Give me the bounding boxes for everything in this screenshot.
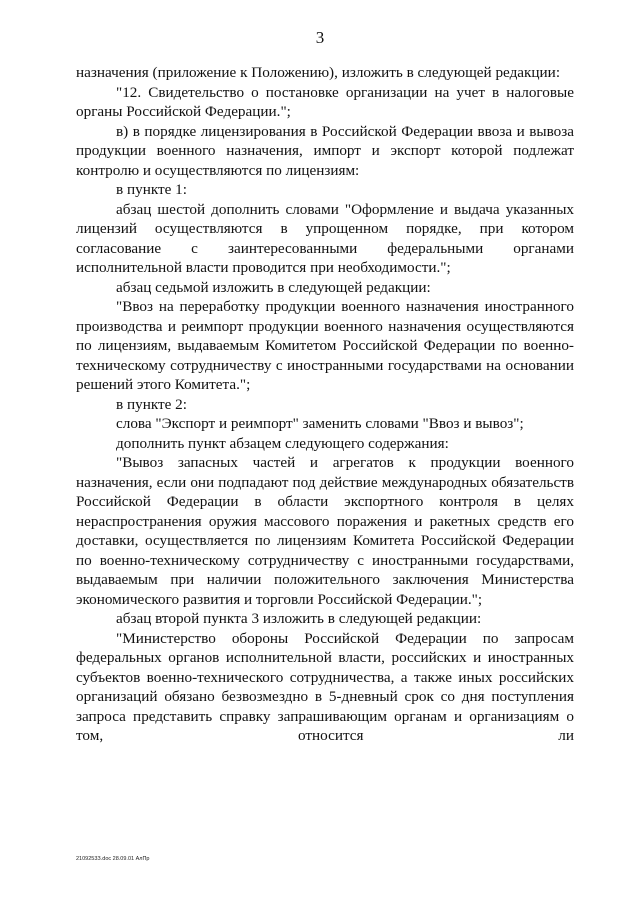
page-number: 3 (315, 28, 325, 47)
document-body (76, 63, 574, 746)
paragraph: слова "Экспорт и реимпорт" заменить словами "Ввоз и вывоз"; (116, 415, 524, 432)
paragraph: абзац седьмой изложить в следующей редакции: (116, 278, 431, 296)
paragraph: в пункте 2: (116, 395, 187, 413)
paragraph: "Вывоз запасных частей и агрегатов к продукции военного назначения, если они подпадают под действие международных обязательств Российской Федерации в области экспортного контроля в целях нераспространения оружия массового поражения и ракетных средств его доставки, осуществляется по лицензиям Комитета Российской Федерации по военно-техническому сотрудничеству с иностранными государствами, выдаваемым при наличии положительного заключения Министерства экономического развития и торговли Российской Федерации."; (76, 454, 574, 608)
paragraph: "12. Свидетельство о постановке организации на учет в налоговые органы Российской Федерации."; (76, 83, 574, 120)
document-footer: 2109253З.doc 28.09.01 АлПр (76, 856, 150, 862)
paragraph: "Ввоз на переработку продукции военного назначения иностранного производства и реимпорт продукции военного назначения осуществляются по лицензиям, выдаваемым Комитетом Российской Федерации по военно-техническому сотрудничеству с иностранными государствами на основании решений этого Комитета."; (76, 298, 574, 393)
paragraph: "Министерство обороны Российской Федерации по запросам федеральных органов исполнительной власти, российских и иностранных субъектов военно-технического сотрудничества, а также иных российских организаций обязано безвозмездно в 5-дневный срок со дня поступления запроса представить справку запрашивающим органам и организациям о том, относится ли (76, 629, 574, 744)
paragraph: в) в порядке лицензирования в Российской Федерации ввоза и вывоза продукции военного назначения, импорт и экспорт которой подлежат контролю и осуществляются по лицензиям: (76, 122, 574, 179)
paragraph: в пункте 1: (116, 181, 187, 198)
paragraph: абзац шестой дополнить словами "Оформление и выдача указанных лицензий осуществляются в упрощенном порядке, при котором согласование с заинтересованными федеральными органами исполнительной власти проводится при необходимости."; (76, 200, 574, 276)
paragraph: назначения (приложение к Положению), изложить в следующей редакции: (76, 64, 561, 81)
paragraph: абзац второй пункта 3 изложить в следующей редакции: (116, 610, 482, 627)
paragraph: дополнить пункт абзацем следующего содержания: (116, 434, 449, 452)
